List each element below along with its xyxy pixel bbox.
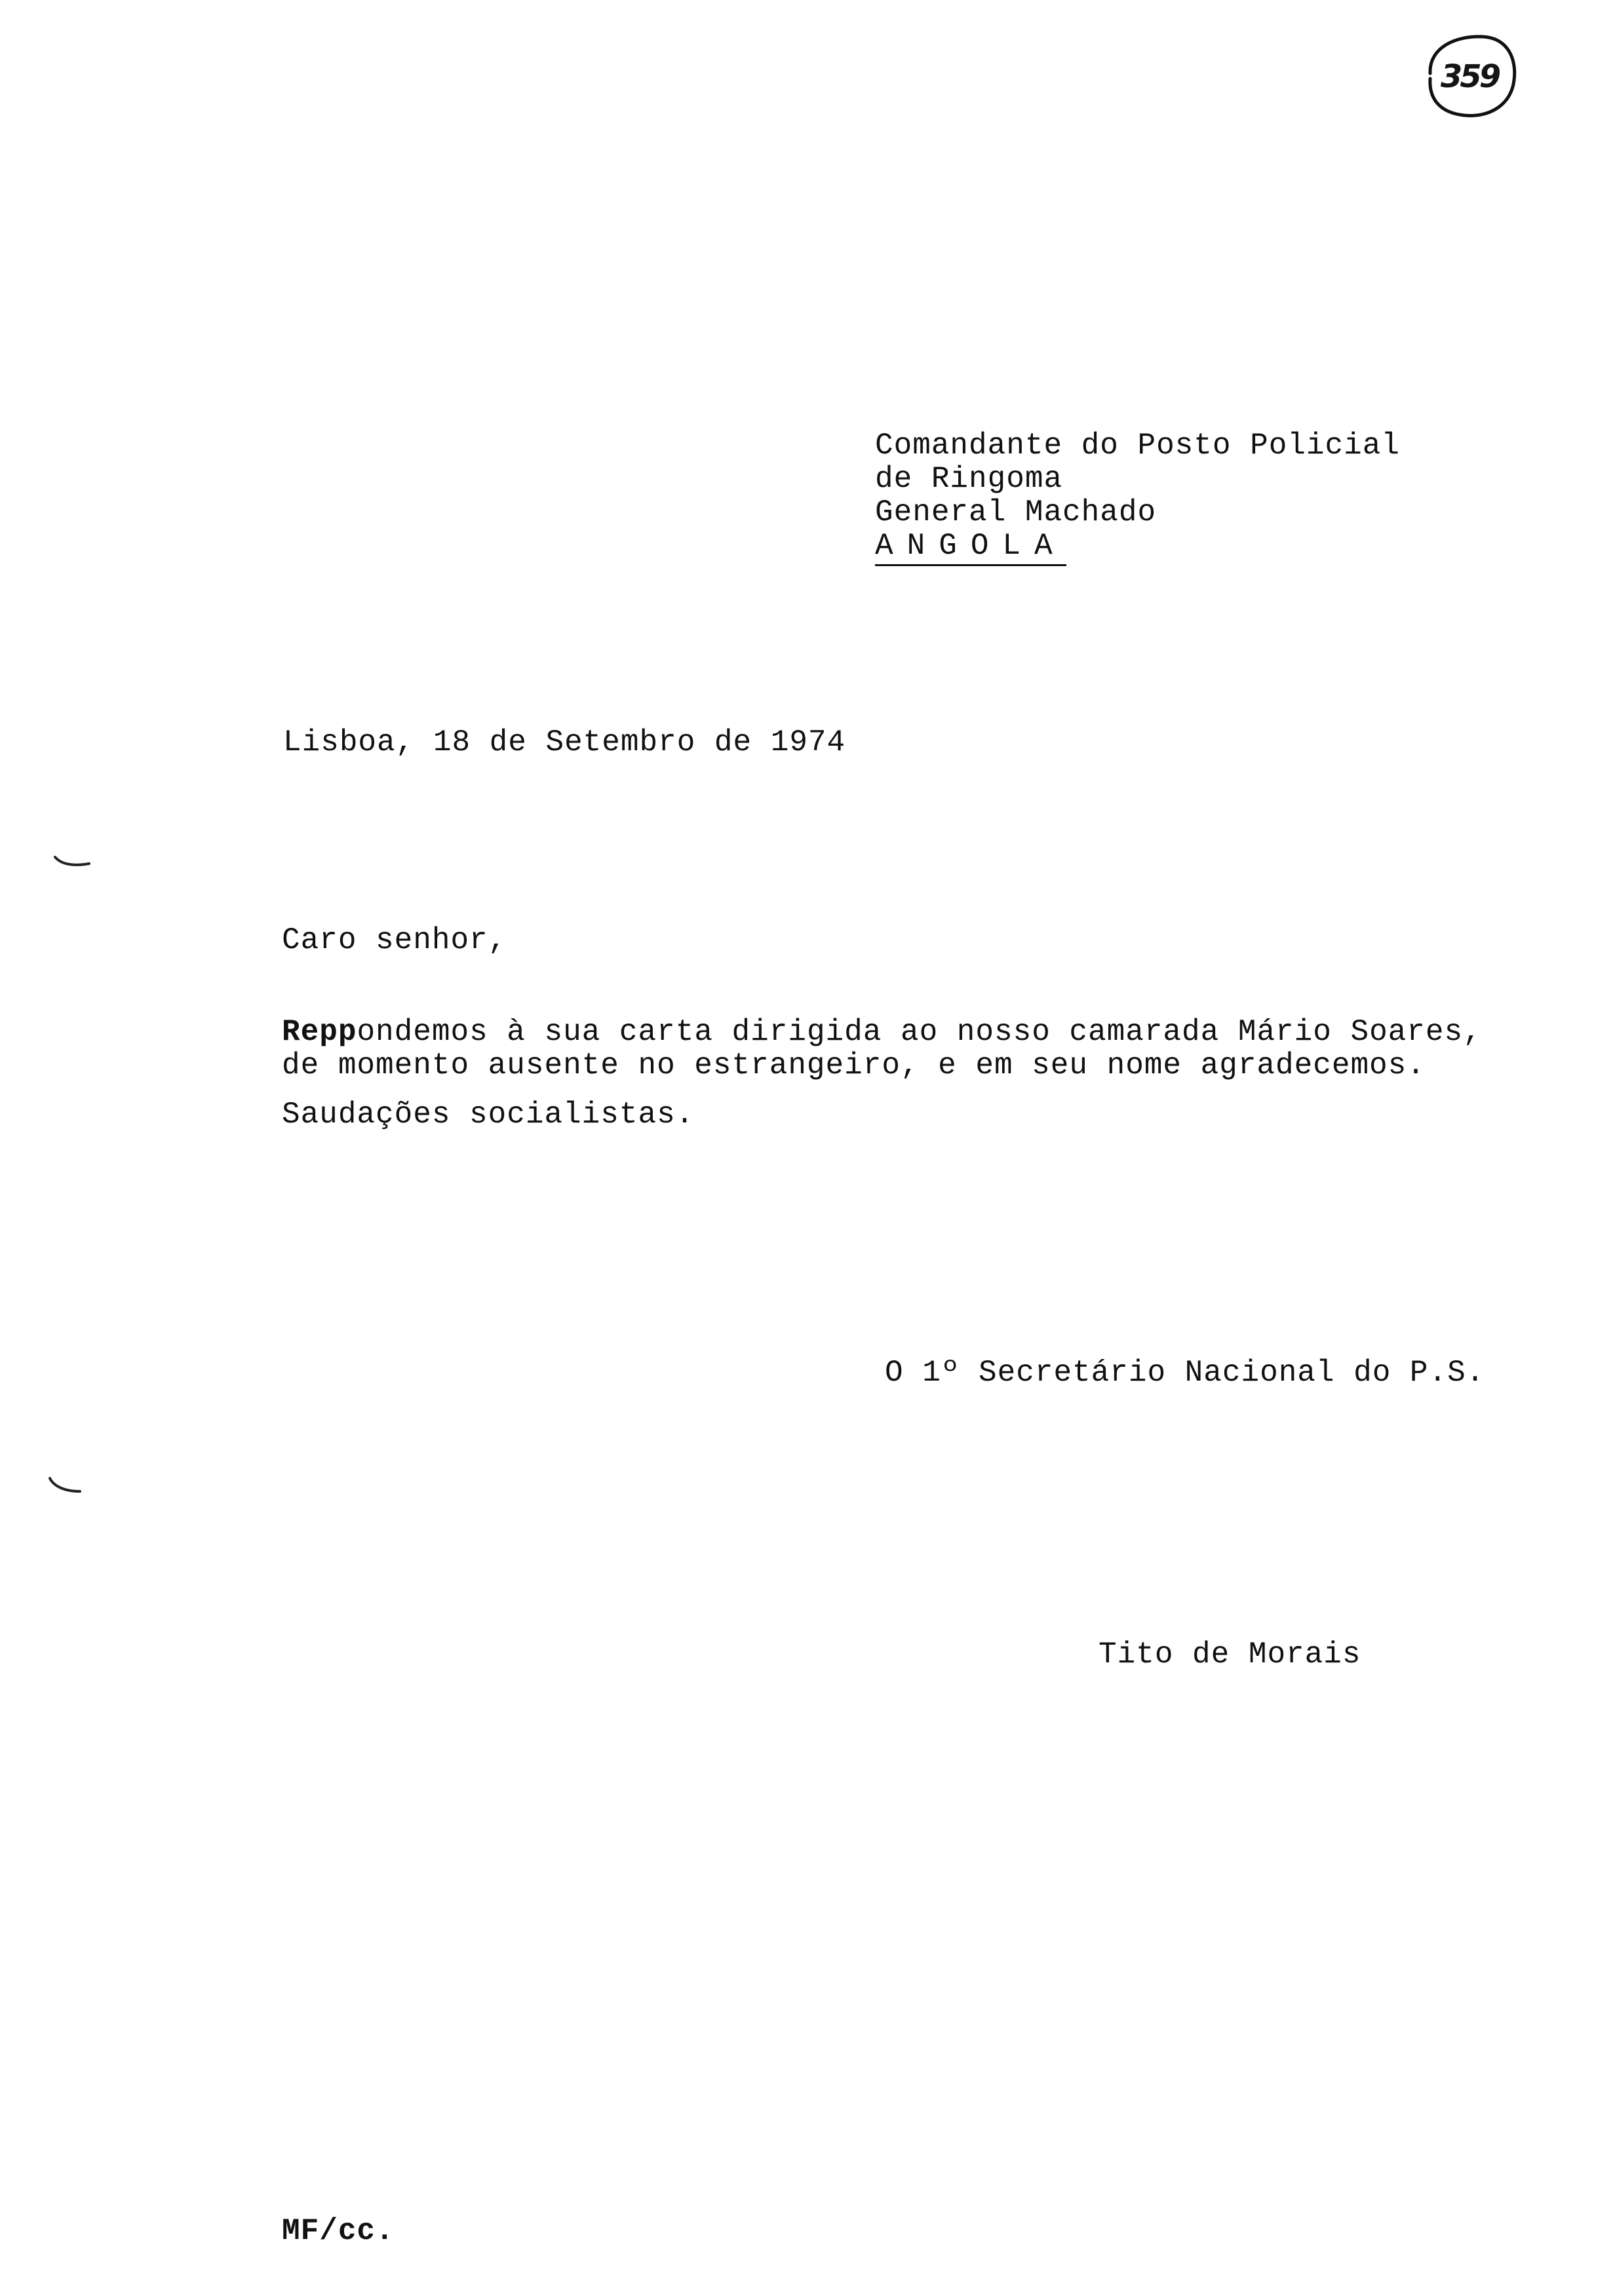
signatory-name: Tito de Morais: [1099, 1637, 1361, 1672]
letter-body: [282, 1016, 1482, 1132]
body-line-2: de momento ausente no estrangeiro, e em seu nome agradecemos.: [282, 1048, 1426, 1082]
body-line-1: [282, 1016, 1482, 1049]
recipient-line-2: de Ringoma: [875, 462, 1063, 496]
body-line-1-overstrike: p: [338, 1015, 357, 1049]
archive-number-stamp: [1417, 28, 1522, 126]
body-line-1-rest: ondemos à sua carta dirigida ao nosso camarada Mário Soares,: [357, 1015, 1482, 1049]
salutation: Caro senhor,: [282, 923, 507, 957]
recipient-country: ANGOLA: [875, 529, 1066, 566]
punch-mark-lower: [47, 1474, 87, 1501]
place-date: Lisboa, 18 de Setembro de 1974: [283, 725, 846, 759]
punch-mark-upper: [52, 852, 92, 871]
reference-initials: MF/cc.: [282, 2214, 395, 2248]
archive-number: 359: [1440, 58, 1499, 95]
recipient-line-1: Comandante do Posto Policial: [875, 429, 1400, 463]
recipient-line-3: General Machado: [875, 495, 1157, 529]
body-line-1-prefix: Rep: [282, 1015, 338, 1049]
recipient-address: [875, 429, 1400, 566]
closing-line: Saudações socialistas.: [282, 1098, 695, 1132]
signatory-title: O 1º Secretário Nacional do P.S.: [885, 1356, 1485, 1390]
